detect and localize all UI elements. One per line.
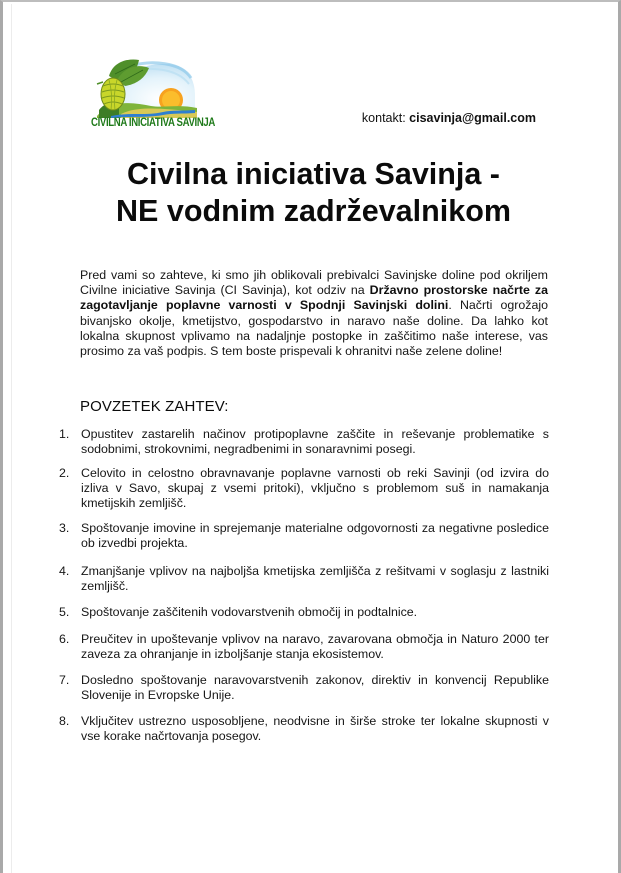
list-item-text: Spoštovanje imovine in sprejemanje materialne odgovornosti za negativne posledice ob izvedbi projekta. (81, 521, 549, 551)
list-item-number: 7. (59, 673, 70, 687)
list-item (59, 564, 549, 594)
contact-email[interactable]: cisavinja@gmail.com (409, 111, 536, 125)
list-item (59, 673, 549, 703)
list-item-text: Dosledno spoštovanje naravovarstvenih zakonov, direktiv in konvencij Republike Slovenije in Evropske Unije. (81, 673, 549, 703)
list-item-number: 3. (59, 521, 70, 535)
list-item-text: Celovito in celostno obravnavanje poplavne varnosti ob reki Savinji (od izvira do izliva v Savo, skupaj z vsemi pritoki), vključno s problemom suš in namakanja kmetijskih zemljišč. (81, 466, 549, 511)
hop-cone-sunrise-river-logo-icon (91, 56, 197, 118)
list-item (59, 605, 549, 620)
list-item (59, 632, 549, 662)
list-item-text: Zmanjšanje vplivov na najboljša kmetijska zemljišča z rešitvami v soglasju z lastniki zemljišč. (81, 564, 549, 594)
list-item-number: 5. (59, 605, 70, 619)
list-item-text: Spoštovanje zaščitenih vodovarstvenih območij in podtalnice. (81, 605, 418, 619)
title-line-2: NE vodnim zadrževalnikom (116, 194, 511, 228)
list-item-number: 1. (59, 427, 70, 441)
list-item-text: Preučitev in upoštevanje vplivov na naravo, zavarovana območja in Naturo 2000 ter zaveza za ohranjanje in izboljšanje stanja ekosistemov. (81, 632, 549, 662)
list-item (59, 714, 549, 744)
intro-text-2: . Načrti ogrožajo bivanjsko okolje, kmetijstvo, gospodarstvo in naravo naše doline. Da lahko kot lokalna skupnost vplivamo na nadaljnje postopke in zaščitimo naše interese, vas prosimo za vaš podpis. S tem boste prispevali k ohranitvi naše zelene doline! (80, 298, 548, 359)
list-item-number: 6. (59, 632, 70, 646)
list-item-number: 2. (59, 466, 70, 480)
list-item-number: 4. (59, 564, 70, 578)
title-line-1: Civilna iniciativa Savinja - (127, 157, 500, 191)
intro-paragraph (80, 268, 548, 359)
page-margin-line (11, 4, 12, 873)
intro-text-1: Pred vami so zahteve, ki smo jih oblikovali prebivalci Savinjske doline pod okriljem Civilne iniciative Savinja (CI Savinja), kot odziv na (80, 268, 548, 298)
contact-label: kontakt: (361, 111, 410, 125)
organization-logo (91, 56, 215, 132)
logo-caption: CIVILNA INICIATIVA SAVINJA (91, 116, 215, 130)
list-item-text: Opustitev zastarelih načinov protipoplavne zaščite in reševanje problematike s sodobnimi, strokovnimi, negradbenimi in sonaravnimi posegi. (81, 427, 549, 457)
summary-heading: POVZETEK ZAHTEV: (80, 398, 229, 415)
list-item (59, 427, 549, 457)
contact-info (362, 111, 536, 125)
page-title (3, 156, 621, 230)
list-item (59, 521, 549, 551)
intro-bold-plan-name: Državno prostorske načrte za zagotavljanje poplavne varnosti v Spodnji Savinjski dolini (80, 283, 549, 313)
list-item-number: 8. (59, 714, 70, 728)
list-item (59, 466, 549, 512)
list-item-text: Vključitev ustrezno usposobljene, neodvisne in širše stroke ter lokalne skupnosti v vse korake načrtovanja posegov. (81, 714, 549, 744)
